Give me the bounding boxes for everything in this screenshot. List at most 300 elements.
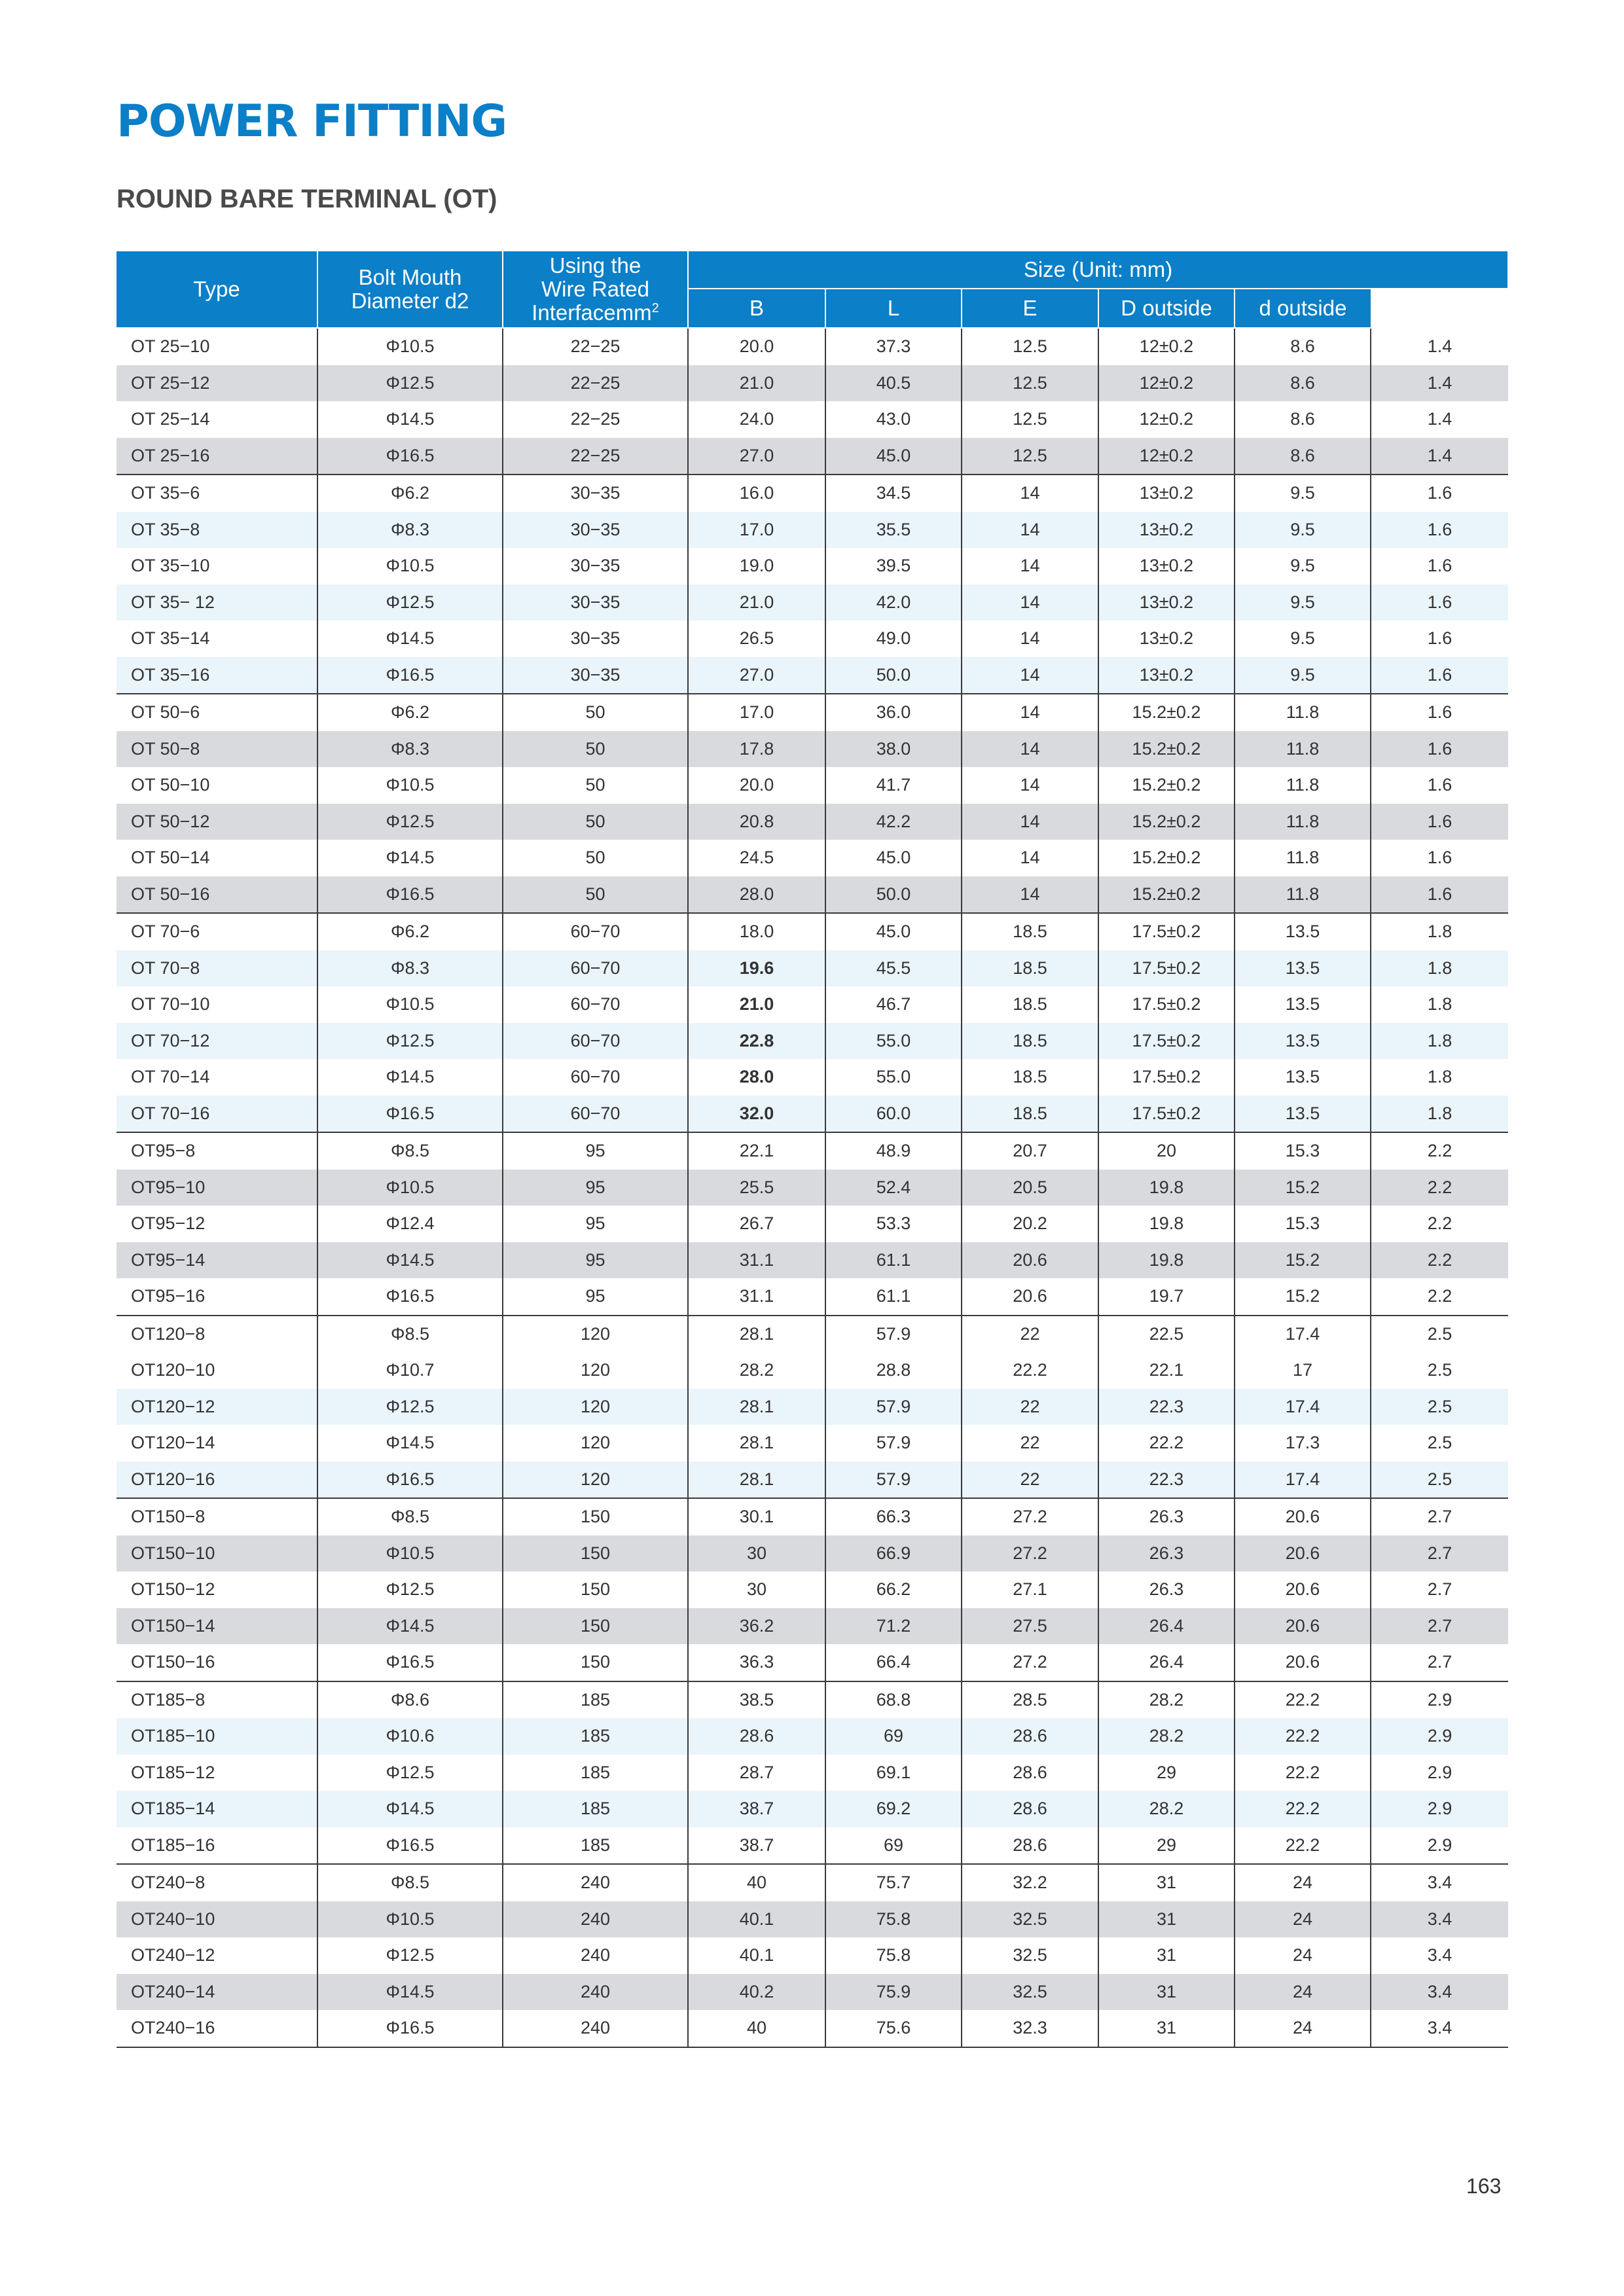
table-row	[117, 365, 1508, 402]
cell-l: 75.8	[825, 1901, 962, 1938]
cell-e: 18.5	[962, 1096, 1098, 1133]
cell-e: 14	[962, 657, 1098, 694]
cell-wire-interface: 120	[503, 1462, 688, 1499]
cell-e: 14	[962, 840, 1098, 876]
cell-type: OT 50−12	[117, 804, 317, 840]
cell-bolt-diameter: Φ16.5	[317, 1278, 503, 1316]
cell-wire-interface: 240	[503, 1937, 688, 1974]
cell-small-d-outside: 15.3	[1235, 1206, 1371, 1242]
cell-type: OT150−8	[117, 1498, 317, 1535]
cell-copper-thickness: 1.4	[1371, 438, 1508, 475]
cell-e: 32.5	[962, 1974, 1098, 2011]
table-row	[117, 1681, 1508, 1719]
cell-wire-interface: 185	[503, 1755, 688, 1791]
cell-d-outside: 26.4	[1098, 1608, 1235, 1645]
cell-wire-interface: 22−25	[503, 438, 688, 475]
table-row	[117, 1827, 1508, 1865]
cell-bolt-diameter: Φ12.5	[317, 1571, 503, 1608]
cell-e: 27.2	[962, 1535, 1098, 1572]
cell-bolt-diameter: Φ16.5	[317, 1462, 503, 1499]
cell-b: 17.0	[688, 694, 825, 731]
cell-bolt-diameter: Φ8.3	[317, 512, 503, 548]
cell-type: OT 35−16	[117, 657, 317, 694]
table-row	[117, 950, 1508, 987]
cell-type: OT 70−12	[117, 1023, 317, 1060]
cell-e: 14	[962, 767, 1098, 804]
cell-l: 34.5	[825, 475, 962, 512]
cell-e: 14	[962, 804, 1098, 840]
cell-d-outside: 13±0.2	[1098, 475, 1235, 512]
cell-bolt-diameter: Φ10.7	[317, 1352, 503, 1389]
cell-d-outside: 31	[1098, 1864, 1235, 1901]
cell-copper-thickness: 3.4	[1371, 2010, 1508, 2047]
cell-l: 53.3	[825, 1206, 962, 1242]
cell-copper-thickness: 1.4	[1371, 401, 1508, 438]
cell-bolt-diameter: Φ6.2	[317, 694, 503, 731]
cell-small-d-outside: 15.2	[1235, 1278, 1371, 1316]
cell-copper-thickness: 2.7	[1371, 1608, 1508, 1645]
cell-type: OT150−10	[117, 1535, 317, 1572]
cell-b: 28.2	[688, 1352, 825, 1389]
cell-type: OT 35−6	[117, 475, 317, 512]
cell-copper-thickness: 3.4	[1371, 1901, 1508, 1938]
cell-bolt-diameter: Φ8.5	[317, 1864, 503, 1901]
cell-copper-thickness: 2.7	[1371, 1498, 1508, 1535]
table-row	[117, 1718, 1508, 1755]
table-row	[117, 694, 1508, 731]
cell-small-d-outside: 8.6	[1235, 438, 1371, 475]
cell-copper-thickness: 1.6	[1371, 584, 1508, 621]
cell-b: 28.1	[688, 1316, 825, 1353]
cell-l: 71.2	[825, 1608, 962, 1645]
cell-wire-interface: 95	[503, 1206, 688, 1242]
cell-small-d-outside: 20.6	[1235, 1498, 1371, 1535]
cell-bolt-diameter: Φ12.5	[317, 1389, 503, 1426]
cell-wire-interface: 60−70	[503, 1023, 688, 1060]
cell-type: OT150−14	[117, 1608, 317, 1645]
cell-small-d-outside: 11.8	[1235, 731, 1371, 768]
cell-copper-thickness: 1.8	[1371, 1096, 1508, 1133]
cell-d-outside: 20	[1098, 1132, 1235, 1170]
cell-d-outside: 13±0.2	[1098, 548, 1235, 584]
cell-copper-thickness: 2.5	[1371, 1389, 1508, 1426]
cell-l: 66.4	[825, 1644, 962, 1681]
cell-d-outside: 13±0.2	[1098, 584, 1235, 621]
cell-small-d-outside: 8.6	[1235, 401, 1371, 438]
cell-type: OT95−8	[117, 1132, 317, 1170]
cell-e: 14	[962, 512, 1098, 548]
cell-d-outside: 26.4	[1098, 1644, 1235, 1681]
cell-wire-interface: 30−35	[503, 620, 688, 657]
table-row	[117, 1389, 1508, 1426]
cell-wire-interface: 60−70	[503, 986, 688, 1023]
cell-l: 66.2	[825, 1571, 962, 1608]
cell-d-outside: 17.5±0.2	[1098, 950, 1235, 987]
cell-d-outside: 19.8	[1098, 1170, 1235, 1206]
cell-wire-interface: 60−70	[503, 950, 688, 987]
cell-copper-thickness: 2.9	[1371, 1681, 1508, 1719]
cell-e: 22	[962, 1425, 1098, 1462]
cell-d-outside: 12±0.2	[1098, 401, 1235, 438]
column-header-b: B	[688, 289, 825, 328]
cell-e: 18.5	[962, 950, 1098, 987]
cell-d-outside: 29	[1098, 1755, 1235, 1791]
cell-l: 57.9	[825, 1389, 962, 1426]
cell-d-outside: 31	[1098, 2010, 1235, 2047]
cell-copper-thickness: 1.4	[1371, 365, 1508, 402]
cell-copper-thickness: 1.6	[1371, 694, 1508, 731]
cell-small-d-outside: 13.5	[1235, 913, 1371, 950]
cell-b: 38.7	[688, 1827, 825, 1865]
cell-type: OT 25−12	[117, 365, 317, 402]
cell-l: 60.0	[825, 1096, 962, 1133]
cell-l: 50.0	[825, 876, 962, 914]
cell-type: OT 35− 12	[117, 584, 317, 621]
cell-d-outside: 28.2	[1098, 1791, 1235, 1827]
cell-wire-interface: 150	[503, 1498, 688, 1535]
cell-b: 40	[688, 1864, 825, 1901]
cell-wire-interface: 185	[503, 1718, 688, 1755]
cell-b: 28.1	[688, 1389, 825, 1426]
cell-b: 30	[688, 1535, 825, 1572]
cell-b: 17.8	[688, 731, 825, 768]
cell-e: 20.5	[962, 1170, 1098, 1206]
cell-copper-thickness: 1.6	[1371, 731, 1508, 768]
cell-l: 69.1	[825, 1755, 962, 1791]
cell-wire-interface: 30−35	[503, 475, 688, 512]
cell-type: OT 70−6	[117, 913, 317, 950]
cell-bolt-diameter: Φ6.2	[317, 475, 503, 512]
cell-small-d-outside: 20.6	[1235, 1571, 1371, 1608]
cell-small-d-outside: 22.2	[1235, 1827, 1371, 1865]
cell-small-d-outside: 13.5	[1235, 1059, 1371, 1096]
cell-d-outside: 17.5±0.2	[1098, 1023, 1235, 1060]
cell-e: 27.2	[962, 1498, 1098, 1535]
table-row	[117, 1059, 1508, 1096]
cell-bolt-diameter: Φ16.5	[317, 1827, 503, 1865]
table-row	[117, 1023, 1508, 1060]
cell-l: 75.9	[825, 1974, 962, 2011]
cell-small-d-outside: 22.2	[1235, 1681, 1371, 1719]
cell-d-outside: 28.2	[1098, 1681, 1235, 1719]
table-row	[117, 1755, 1508, 1791]
cell-copper-thickness: 2.2	[1371, 1132, 1508, 1170]
cell-type: OT 25−16	[117, 438, 317, 475]
cell-bolt-diameter: Φ10.6	[317, 1718, 503, 1755]
cell-bolt-diameter: Φ10.5	[317, 1535, 503, 1572]
cell-copper-thickness: 2.5	[1371, 1352, 1508, 1389]
cell-e: 12.5	[962, 401, 1098, 438]
cell-b: 21.0	[688, 986, 825, 1023]
cell-l: 41.7	[825, 767, 962, 804]
cell-bolt-diameter: Φ10.5	[317, 1170, 503, 1206]
cell-small-d-outside: 24	[1235, 1974, 1371, 2011]
cell-d-outside: 17.5±0.2	[1098, 1059, 1235, 1096]
cell-copper-thickness: 2.5	[1371, 1316, 1508, 1353]
cell-d-outside: 15.2±0.2	[1098, 694, 1235, 731]
cell-small-d-outside: 13.5	[1235, 950, 1371, 987]
table-row	[117, 1170, 1508, 1206]
cell-copper-thickness: 1.6	[1371, 475, 1508, 512]
cell-bolt-diameter: Φ8.5	[317, 1132, 503, 1170]
cell-b: 26.7	[688, 1206, 825, 1242]
cell-type: OT240−16	[117, 2010, 317, 2047]
cell-wire-interface: 185	[503, 1827, 688, 1865]
cell-b: 22.8	[688, 1023, 825, 1060]
cell-b: 19.0	[688, 548, 825, 584]
cell-wire-interface: 50	[503, 767, 688, 804]
cell-type: OT 25−14	[117, 401, 317, 438]
cell-small-d-outside: 8.6	[1235, 365, 1371, 402]
cell-small-d-outside: 9.5	[1235, 475, 1371, 512]
cell-d-outside: 12±0.2	[1098, 438, 1235, 475]
cell-bolt-diameter: Φ14.5	[317, 1242, 503, 1279]
cell-type: OT 35−8	[117, 512, 317, 548]
cell-wire-interface: 22−25	[503, 401, 688, 438]
cell-e: 12.5	[962, 438, 1098, 475]
cell-copper-thickness: 1.8	[1371, 986, 1508, 1023]
cell-type: OT 25−10	[117, 328, 317, 365]
cell-bolt-diameter: Φ8.5	[317, 1498, 503, 1535]
cell-wire-interface: 30−35	[503, 657, 688, 694]
cell-bolt-diameter: Φ10.5	[317, 328, 503, 365]
cell-wire-interface: 120	[503, 1352, 688, 1389]
cell-wire-interface: 22−25	[503, 365, 688, 402]
column-header-bolt-diameter: Bolt Mouth Diameter d2	[317, 251, 503, 328]
table-row	[117, 1278, 1508, 1316]
cell-wire-interface: 150	[503, 1571, 688, 1608]
cell-e: 18.5	[962, 1059, 1098, 1096]
cell-type: OT185−12	[117, 1755, 317, 1791]
cell-l: 46.7	[825, 986, 962, 1023]
cell-small-d-outside: 11.8	[1235, 840, 1371, 876]
table-row	[117, 804, 1508, 840]
cell-e: 28.5	[962, 1681, 1098, 1719]
cell-l: 49.0	[825, 620, 962, 657]
table-row	[117, 657, 1508, 694]
cell-copper-thickness: 2.2	[1371, 1242, 1508, 1279]
page-number: 163	[1466, 2174, 1502, 2198]
cell-bolt-diameter: Φ8.3	[317, 731, 503, 768]
cell-wire-interface: 95	[503, 1132, 688, 1170]
cell-b: 20.0	[688, 767, 825, 804]
cell-bolt-diameter: Φ12.5	[317, 1937, 503, 1974]
cell-b: 32.0	[688, 1096, 825, 1133]
cell-b: 24.5	[688, 840, 825, 876]
cell-small-d-outside: 9.5	[1235, 584, 1371, 621]
cell-e: 12.5	[962, 328, 1098, 365]
table-row	[117, 401, 1508, 438]
table-row	[117, 1974, 1508, 2011]
cell-bolt-diameter: Φ16.5	[317, 1644, 503, 1681]
cell-wire-interface: 240	[503, 1901, 688, 1938]
table-row	[117, 1132, 1508, 1170]
cell-bolt-diameter: Φ14.5	[317, 840, 503, 876]
cell-b: 40.1	[688, 1901, 825, 1938]
column-header-wire-interface: Using the Wire Rated Interfacemm$^2$	[503, 251, 688, 328]
cell-b: 17.0	[688, 512, 825, 548]
cell-small-d-outside: 11.8	[1235, 876, 1371, 914]
cell-d-outside: 26.3	[1098, 1571, 1235, 1608]
cell-copper-thickness: 1.8	[1371, 950, 1508, 987]
cell-copper-thickness: 1.8	[1371, 913, 1508, 950]
cell-e: 32.5	[962, 1937, 1098, 1974]
cell-small-d-outside: 20.6	[1235, 1608, 1371, 1645]
cell-copper-thickness: 1.6	[1371, 767, 1508, 804]
cell-copper-thickness: 1.6	[1371, 876, 1508, 914]
cell-e: 14	[962, 694, 1098, 731]
cell-e: 22	[962, 1462, 1098, 1499]
cell-d-outside: 31	[1098, 1901, 1235, 1938]
cell-d-outside: 12±0.2	[1098, 328, 1235, 365]
cell-small-d-outside: 9.5	[1235, 620, 1371, 657]
cell-b: 30	[688, 1571, 825, 1608]
table-row	[117, 986, 1508, 1023]
cell-b: 21.0	[688, 365, 825, 402]
cell-wire-interface: 30−35	[503, 512, 688, 548]
cell-type: OT 50−16	[117, 876, 317, 914]
cell-bolt-diameter: Φ14.5	[317, 1791, 503, 1827]
cell-small-d-outside: 17.3	[1235, 1425, 1371, 1462]
cell-small-d-outside: 20.6	[1235, 1535, 1371, 1572]
cell-bolt-diameter: Φ12.5	[317, 1755, 503, 1791]
table-row	[117, 512, 1508, 548]
table-row	[117, 1937, 1508, 1974]
table-row	[117, 1462, 1508, 1499]
cell-d-outside: 19.8	[1098, 1242, 1235, 1279]
cell-b: 28.7	[688, 1755, 825, 1791]
cell-type: OT120−12	[117, 1389, 317, 1426]
cell-l: 35.5	[825, 512, 962, 548]
cell-b: 28.0	[688, 1059, 825, 1096]
cell-e: 27.2	[962, 1644, 1098, 1681]
table-row	[117, 731, 1508, 768]
cell-wire-interface: 30−35	[503, 584, 688, 621]
cell-bolt-diameter: Φ14.5	[317, 401, 503, 438]
cell-copper-thickness: 2.2	[1371, 1170, 1508, 1206]
table-row	[117, 913, 1508, 950]
cell-d-outside: 19.8	[1098, 1206, 1235, 1242]
cell-type: OT 70−10	[117, 986, 317, 1023]
cell-l: 75.8	[825, 1937, 962, 1974]
cell-small-d-outside: 9.5	[1235, 512, 1371, 548]
cell-l: 61.1	[825, 1242, 962, 1279]
cell-l: 75.7	[825, 1864, 962, 1901]
cell-small-d-outside: 11.8	[1235, 767, 1371, 804]
cell-bolt-diameter: Φ16.5	[317, 438, 503, 475]
cell-wire-interface: 50	[503, 731, 688, 768]
cell-bolt-diameter: Φ10.5	[317, 986, 503, 1023]
cell-d-outside: 29	[1098, 1827, 1235, 1865]
cell-l: 69.2	[825, 1791, 962, 1827]
cell-l: 50.0	[825, 657, 962, 694]
cell-b: 30.1	[688, 1498, 825, 1535]
column-header-d-outside: D outside	[1098, 289, 1235, 328]
table-header: Type Bolt Mouth Diameter d2 Using the Wire Rated Interfacemm$^2$ Size (Unit: mm) Copper Thickness B L E D outside d outside	[117, 251, 1508, 328]
terminal-spec-table	[117, 251, 1606, 2048]
cell-small-d-outside: 13.5	[1235, 1023, 1371, 1060]
cell-b: 21.0	[688, 584, 825, 621]
cell-wire-interface: 50	[503, 694, 688, 731]
cell-b: 24.0	[688, 401, 825, 438]
cell-b: 19.6	[688, 950, 825, 987]
cell-bolt-diameter: Φ14.5	[317, 1608, 503, 1645]
cell-l: 45.0	[825, 840, 962, 876]
cell-bolt-diameter: Φ10.5	[317, 1901, 503, 1938]
cell-copper-thickness: 1.4	[1371, 328, 1508, 365]
cell-small-d-outside: 13.5	[1235, 986, 1371, 1023]
cell-wire-interface: 60−70	[503, 1059, 688, 1096]
cell-copper-thickness: 2.9	[1371, 1718, 1508, 1755]
cell-e: 20.2	[962, 1206, 1098, 1242]
cell-l: 45.0	[825, 913, 962, 950]
cell-b: 40.1	[688, 1937, 825, 1974]
cell-l: 48.9	[825, 1132, 962, 1170]
cell-wire-interface: 185	[503, 1791, 688, 1827]
cell-small-d-outside: 20.6	[1235, 1644, 1371, 1681]
cell-type: OT150−12	[117, 1571, 317, 1608]
cell-small-d-outside: 15.2	[1235, 1242, 1371, 1279]
cell-l: 42.2	[825, 804, 962, 840]
table-row	[117, 1316, 1508, 1353]
table-row	[117, 767, 1508, 804]
cell-type: OT 50−14	[117, 840, 317, 876]
column-header-type: Type	[117, 251, 317, 328]
cell-b: 27.0	[688, 657, 825, 694]
cell-copper-thickness: 2.7	[1371, 1535, 1508, 1572]
cell-wire-interface: 30−35	[503, 548, 688, 584]
cell-l: 52.4	[825, 1170, 962, 1206]
cell-type: OT150−16	[117, 1644, 317, 1681]
cell-b: 16.0	[688, 475, 825, 512]
table-row	[117, 1864, 1508, 1901]
cell-b: 28.0	[688, 876, 825, 914]
cell-b: 20.0	[688, 328, 825, 365]
cell-copper-thickness: 1.6	[1371, 620, 1508, 657]
cell-small-d-outside: 17.4	[1235, 1389, 1371, 1426]
cell-small-d-outside: 24	[1235, 2010, 1371, 2047]
cell-small-d-outside: 22.2	[1235, 1791, 1371, 1827]
cell-e: 22	[962, 1316, 1098, 1353]
cell-type: OT 70−16	[117, 1096, 317, 1133]
cell-copper-thickness: 3.4	[1371, 1937, 1508, 1974]
cell-e: 20.6	[962, 1278, 1098, 1316]
cell-e: 18.5	[962, 913, 1098, 950]
cell-bolt-diameter: Φ10.5	[317, 767, 503, 804]
cell-wire-interface: 240	[503, 2010, 688, 2047]
cell-l: 66.3	[825, 1498, 962, 1535]
cell-wire-interface: 150	[503, 1535, 688, 1572]
cell-e: 32.3	[962, 2010, 1098, 2047]
cell-wire-interface: 185	[503, 1681, 688, 1719]
cell-type: OT120−14	[117, 1425, 317, 1462]
cell-copper-thickness: 1.6	[1371, 804, 1508, 840]
cell-type: OT240−14	[117, 1974, 317, 2011]
cell-copper-thickness: 1.6	[1371, 548, 1508, 584]
cell-d-outside: 26.3	[1098, 1535, 1235, 1572]
table-row	[117, 548, 1508, 584]
cell-wire-interface: 120	[503, 1425, 688, 1462]
cell-d-outside: 22.1	[1098, 1352, 1235, 1389]
cell-d-outside: 31	[1098, 1974, 1235, 2011]
cell-e: 14	[962, 548, 1098, 584]
cell-b: 28.1	[688, 1462, 825, 1499]
table-row	[117, 1608, 1508, 1645]
cell-copper-thickness: 2.2	[1371, 1278, 1508, 1316]
cell-e: 32.2	[962, 1864, 1098, 1901]
cell-e: 27.1	[962, 1571, 1098, 1608]
cell-l: 57.9	[825, 1462, 962, 1499]
